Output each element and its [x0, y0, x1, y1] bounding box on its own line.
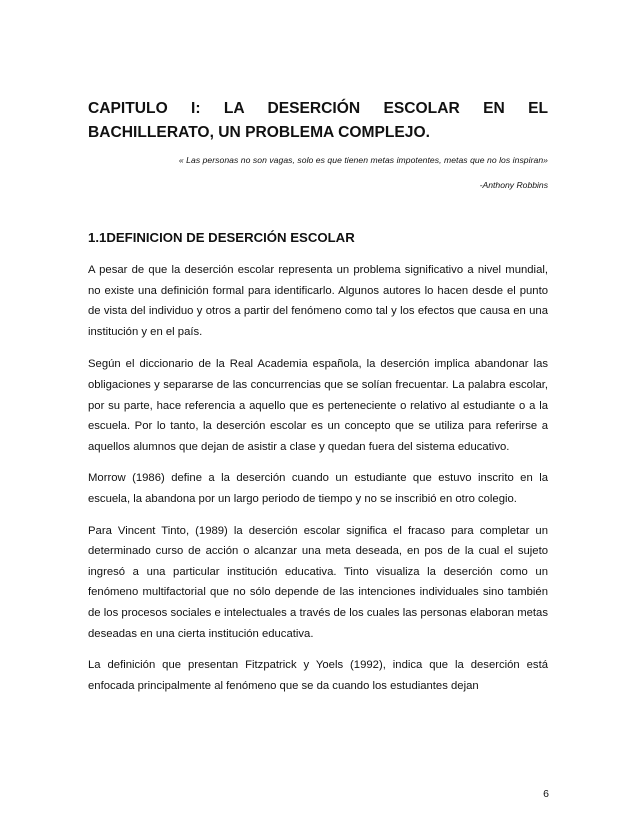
body-paragraph: Según el diccionario de la Real Academia española, la deserción implica abandonar las obligaciones y separarse de las concurrencias que se solían frecuentar. La palabra escolar, por su parte, hace referencia a aquello que es perteneciente o relativo al estudiante o a la escuela. Por lo tanto, la deserción escolar es un concepto que se utiliza para referirse a aquellos alumnos que dejan de asistir a clase y quedan fuera del sistema educativo.	[88, 358, 548, 453]
page-content	[88, 97, 548, 696]
chapter-title: CAPITULO I: LA DESERCIÓN ESCOLAR EN EL BACHILLERATO, UN PROBLEMA COMPLEJO.	[88, 100, 548, 141]
body-paragraph: Para Vincent Tinto, (1989) la deserción escolar significa el fracaso para completar un determinado curso de acción o alcanzar una meta deseada, en pos de la cual el sujeto ingresó a una particular institución educativa. Tinto visualiza la deserción como un fenómeno multifactorial que no sólo depende de las intenciones individuales sino también de los procesos sociales e intelectuales a través de los cuales las personas elaboran metas deseadas en una cierta institución educativa.	[88, 524, 548, 640]
body-paragraph: A pesar de que la deserción escolar representa un problema significativo a nivel mundial, no existe una definición formal para identificarlo. Algunos autores lo hacen desde el punto de vista del individuo y otros a partir del fenómeno como tal y los efectos que causa en una institución y en el país.	[88, 264, 548, 338]
body-paragraph: Morrow (1986) define a la deserción cuando un estudiante que estuvo inscrito en la escuela, la abandona por un largo periodo de tiempo y no se inscribió en otro colegio.	[88, 472, 548, 505]
epigraph-quote: « Las personas no son vagas, solo es que tienen metas impotentes, metas que no los inspiran»	[178, 155, 548, 165]
epigraph-author: -Anthony Robbins	[479, 180, 548, 190]
section-heading: 1.1DEFINICION DE DESERCIÓN ESCOLAR	[88, 230, 355, 245]
page-number: 6	[543, 788, 549, 800]
body-paragraph: La definición que presentan Fitzpatrick y Yoels (1992), indica que la deserción está enfocada principalmente al fenómeno que se da cuando los estudiantes dejan	[88, 659, 548, 692]
